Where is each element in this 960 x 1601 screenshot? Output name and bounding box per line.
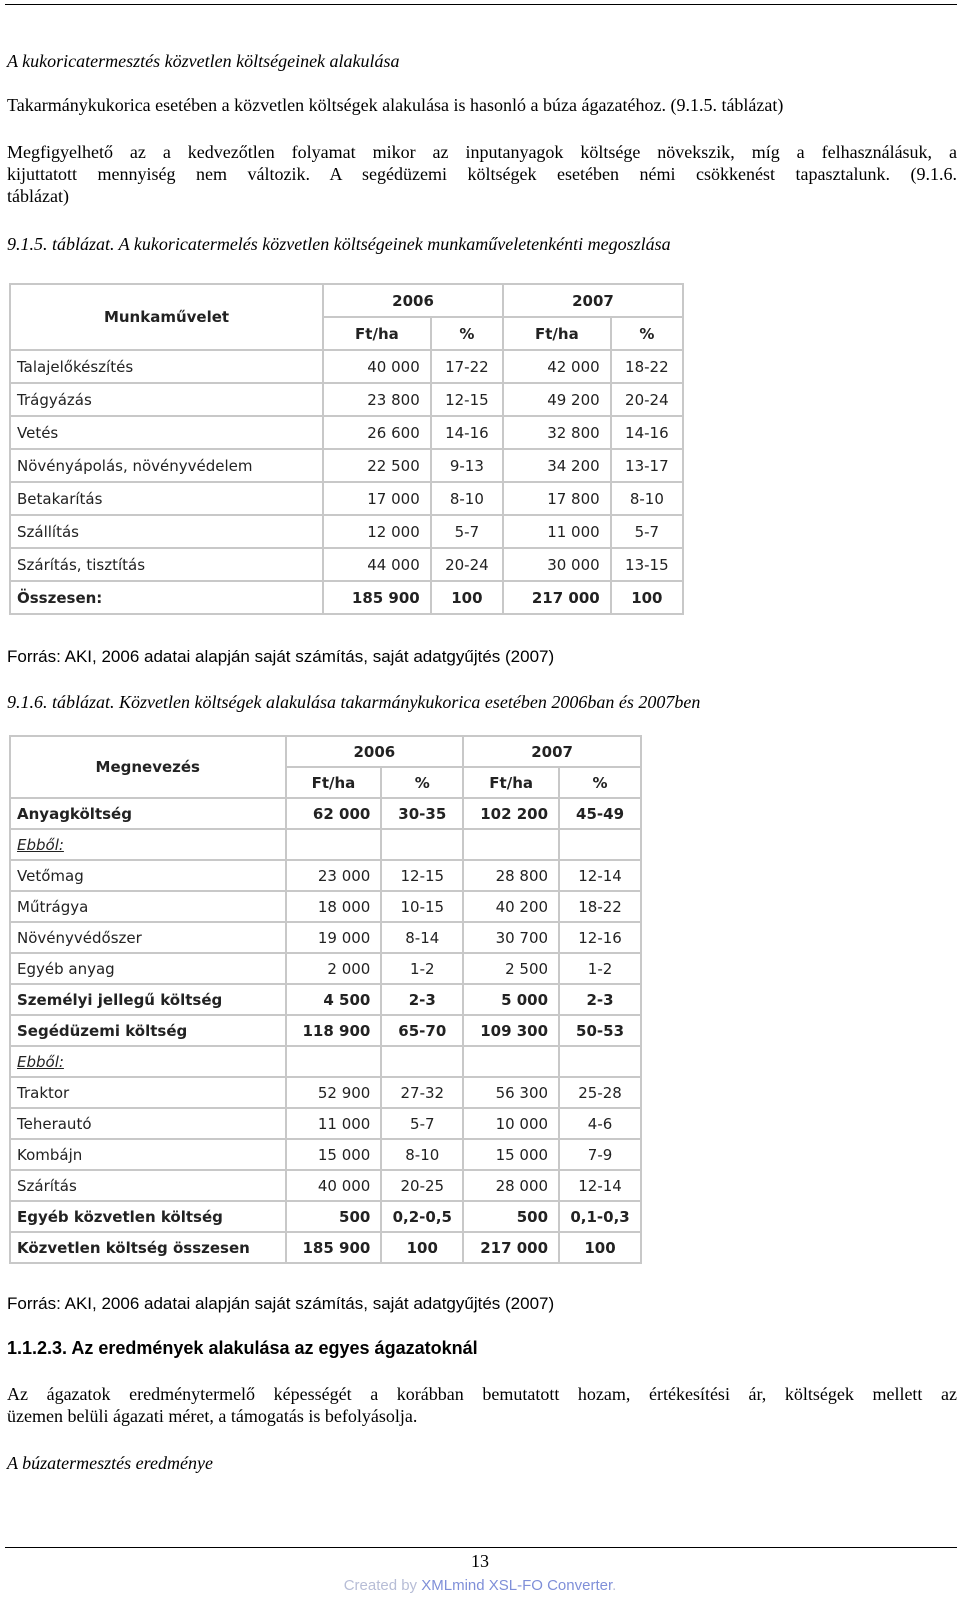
table-cell-name: Trágyázás	[10, 383, 323, 416]
footer-suffix: .	[612, 1577, 617, 1594]
paragraph-2-line-3: táblázat)	[7, 186, 69, 206]
table-cell-name: Egyéb közvetlen költség	[10, 1201, 286, 1232]
table-cell-ft2007: 109 300	[463, 1015, 559, 1046]
table2-year-2006: 2006	[286, 736, 464, 767]
table-cell-ft2007: 30 000	[503, 548, 611, 581]
table-cell-name: Szárítás	[10, 1170, 286, 1201]
table-cell-pct2007: 14-16	[611, 416, 683, 449]
table-cell-pct2006: 12-15	[431, 383, 503, 416]
table-row	[10, 829, 641, 860]
table-cell-name: Növényvédőszer	[10, 922, 286, 953]
table-cell-pct2006: 30-35	[381, 798, 463, 829]
table-cell-ft2007: 56 300	[463, 1077, 559, 1108]
table-cell-pct2007	[559, 829, 641, 860]
table-cell-name: Segédüzemi költség	[10, 1015, 286, 1046]
table-row	[10, 1201, 641, 1232]
table-cell-ft2006: 4 500	[286, 984, 382, 1015]
table2-caption: 9.1.6. táblázat. Közvetlen költségek alakulása takarmánykukorica esetében 2006ban és 2007ben	[7, 692, 701, 712]
table1-year-2007: 2007	[503, 284, 683, 317]
table-row	[10, 1015, 641, 1046]
table-cell-ft2006: 11 000	[286, 1108, 382, 1139]
section-title: A kukoricatermesztés közvetlen költségeinek alakulása	[7, 51, 400, 71]
table1-sub-ft-2007: Ft/ha	[503, 317, 611, 350]
table-cell-pct2007: 7-9	[559, 1139, 641, 1170]
table-cell-pct2007: 100	[611, 581, 683, 614]
table-cell-ft2006: 44 000	[323, 548, 431, 581]
table-cell-name: Vetés	[10, 416, 323, 449]
table-cell-ft2006: 62 000	[286, 798, 382, 829]
table2-sub-pct-2007: %	[559, 767, 641, 798]
table-cell-pct2007: 13-17	[611, 449, 683, 482]
table-row	[10, 449, 683, 482]
table-cell-ft2006: 23 000	[286, 860, 382, 891]
page-number: 13	[471, 1551, 489, 1571]
table-cell-name: Ebből:	[10, 1046, 286, 1077]
table-cell-pct2006: 1-2	[381, 953, 463, 984]
table-cell-name: Betakarítás	[10, 482, 323, 515]
table-cell-pct2007: 18-22	[611, 350, 683, 383]
table-cell-ft2006: 500	[286, 1201, 382, 1232]
table-cell-ft2006: 23 800	[323, 383, 431, 416]
table-cell-ft2006: 185 900	[286, 1232, 382, 1263]
table-cell-name: Műtrágya	[10, 891, 286, 922]
table-cell-pct2007: 2-3	[559, 984, 641, 1015]
table-cell-ft2006: 12 000	[323, 515, 431, 548]
table-cell-ft2006	[286, 1046, 382, 1077]
table-cell-pct2006: 8-10	[381, 1139, 463, 1170]
table-cell-ft2006: 118 900	[286, 1015, 382, 1046]
table-cell-ft2006: 52 900	[286, 1077, 382, 1108]
table-cell-name: Traktor	[10, 1077, 286, 1108]
table-cell-ft2007: 10 000	[463, 1108, 559, 1139]
table-cell-pct2006	[381, 829, 463, 860]
table-cell-ft2006: 40 000	[323, 350, 431, 383]
table-row	[10, 984, 641, 1015]
table-cell-pct2006: 5-7	[381, 1108, 463, 1139]
table-cell-pct2006: 8-10	[431, 482, 503, 515]
table-cell-ft2007: 500	[463, 1201, 559, 1232]
table-cell-name: Kombájn	[10, 1139, 286, 1170]
table2-year-2007: 2007	[463, 736, 641, 767]
table-row	[10, 798, 641, 829]
table-cell-pct2007: 100	[559, 1232, 641, 1263]
table-cell-ft2007: 2 500	[463, 953, 559, 984]
table-cell-name: Növényápolás, növényvédelem	[10, 449, 323, 482]
table-cell-ft2006	[286, 829, 382, 860]
paragraph-2-line-1: Megfigyelhető az a kedvezőtlen folyamat mikor az inputanyagok költsége növekszik, míg a felhasználásuk, a	[7, 142, 957, 162]
footer-prefix: Created by	[343, 1577, 418, 1594]
table-cell-name: Összesen:	[10, 581, 323, 614]
table1-sub-pct-2007: %	[611, 317, 683, 350]
table-cell-name: Közvetlen költség összesen	[10, 1232, 286, 1263]
table-cell-pct2007: 45-49	[559, 798, 641, 829]
table-cell-pct2006: 17-22	[431, 350, 503, 383]
table-cell-ft2006: 185 900	[323, 581, 431, 614]
table-cell-pct2007: 1-2	[559, 953, 641, 984]
table-cell-pct2006: 100	[431, 581, 503, 614]
table-row	[10, 1108, 641, 1139]
table-cell-pct2007: 20-24	[611, 383, 683, 416]
table-row	[10, 891, 641, 922]
table-cell-pct2007: 0,1-0,3	[559, 1201, 641, 1232]
table-cell-name: Vetőmag	[10, 860, 286, 891]
paragraph-3-line-2: üzemen belüli ágazati méret, a támogatás is befolyásolja.	[7, 1406, 418, 1426]
table-cell-ft2007: 217 000	[503, 581, 611, 614]
paragraph-1: Takarmánykukorica esetében a közvetlen költségek alakulása is hasonló a búza ágazatéhoz. (9.1.5. táblázat)	[7, 95, 784, 115]
table-cell-pct2006: 5-7	[431, 515, 503, 548]
table-row	[10, 953, 641, 984]
table1-sub-pct-2006: %	[431, 317, 503, 350]
table-row	[10, 922, 641, 953]
table-cell-ft2007: 28 000	[463, 1170, 559, 1201]
table-cell-ft2007: 34 200	[503, 449, 611, 482]
table-direct-costs	[9, 735, 642, 1264]
table-row	[10, 482, 683, 515]
footer-rule	[5, 1547, 957, 1548]
table-cell-ft2007: 28 800	[463, 860, 559, 891]
footer-brand-link[interactable]: XMLmind XSL-FO Converter	[421, 1577, 613, 1594]
table-cell-pct2006	[381, 1046, 463, 1077]
table-row	[10, 1232, 641, 1263]
table-row	[10, 1077, 641, 1108]
subsection-title: A búzatermesztés eredménye	[7, 1453, 213, 1473]
table-cell-ft2007: 32 800	[503, 416, 611, 449]
table-row	[10, 1046, 641, 1077]
table-row	[10, 581, 683, 614]
table-cell-pct2007: 8-10	[611, 482, 683, 515]
table-cell-name: Teherautó	[10, 1108, 286, 1139]
table-cell-pct2007: 50-53	[559, 1015, 641, 1046]
table-row	[10, 1170, 641, 1201]
table-cell-pct2006: 20-24	[431, 548, 503, 581]
table-cell-ft2007: 42 000	[503, 350, 611, 383]
table-cell-pct2006: 8-14	[381, 922, 463, 953]
table-row	[10, 1139, 641, 1170]
table-cell-name: Ebből:	[10, 829, 286, 860]
table-cell-ft2006: 17 000	[323, 482, 431, 515]
table-cell-ft2007: 217 000	[463, 1232, 559, 1263]
table-cell-pct2007	[559, 1046, 641, 1077]
table-cell-ft2006: 26 600	[323, 416, 431, 449]
table-cell-name: Talajelőkészítés	[10, 350, 323, 383]
table-cell-pct2006: 14-16	[431, 416, 503, 449]
table-cell-ft2007: 40 200	[463, 891, 559, 922]
table-cell-pct2006: 2-3	[381, 984, 463, 1015]
table1-source: Forrás: AKI, 2006 adatai alapján saját számítás, saját adatgyűjtés (2007)	[7, 647, 555, 666]
table-work-operations	[9, 283, 684, 615]
table-row	[10, 416, 683, 449]
paragraph-2-line-2: kijuttatott mennyiség nem változik. A segédüzemi költségek esetében némi csökkenést tapasztalunk. (9.1.6.	[7, 164, 957, 184]
table-cell-pct2006: 65-70	[381, 1015, 463, 1046]
table-cell-pct2006: 100	[381, 1232, 463, 1263]
table2-sub-ft-2007: Ft/ha	[463, 767, 559, 798]
table2-sub-pct-2006: %	[381, 767, 463, 798]
table-cell-ft2006: 19 000	[286, 922, 382, 953]
table-row	[10, 548, 683, 581]
table2-col-header: Megnevezés	[10, 736, 286, 798]
table-cell-pct2007: 13-15	[611, 548, 683, 581]
table-cell-ft2007: 17 800	[503, 482, 611, 515]
table-row	[10, 860, 641, 891]
table-cell-name: Személyi jellegű költség	[10, 984, 286, 1015]
table1-year-2006: 2006	[323, 284, 503, 317]
table-cell-pct2007: 12-16	[559, 922, 641, 953]
table-cell-pct2007: 12-14	[559, 1170, 641, 1201]
table1-col-header: Munkaművelet	[10, 284, 323, 350]
table-cell-pct2006: 10-15	[381, 891, 463, 922]
table-cell-name: Egyéb anyag	[10, 953, 286, 984]
paragraph-3-line-1: Az ágazatok eredménytermelő képességét a korábban bemutatott hozam, értékesítési ár, költségek mellett az	[7, 1384, 957, 1404]
section-heading: 1.1.2.3. Az eredmények alakulása az egyes ágazatoknál	[7, 1338, 478, 1358]
header-rule	[5, 4, 957, 5]
table-cell-ft2007: 30 700	[463, 922, 559, 953]
table-cell-pct2007: 12-14	[559, 860, 641, 891]
table-cell-name: Szárítás, tisztítás	[10, 548, 323, 581]
table-cell-pct2006: 12-15	[381, 860, 463, 891]
table-cell-pct2007: 5-7	[611, 515, 683, 548]
table2-sub-ft-2006: Ft/ha	[286, 767, 382, 798]
table2-source: Forrás: AKI, 2006 adatai alapján saját számítás, saját adatgyűjtés (2007)	[7, 1294, 555, 1313]
table-row	[10, 515, 683, 548]
table-cell-ft2007	[463, 829, 559, 860]
table-cell-name: Anyagköltség	[10, 798, 286, 829]
table-row	[10, 383, 683, 416]
table-cell-ft2007: 5 000	[463, 984, 559, 1015]
table-cell-ft2007: 11 000	[503, 515, 611, 548]
table-cell-pct2006: 27-32	[381, 1077, 463, 1108]
table-cell-ft2006: 40 000	[286, 1170, 382, 1201]
table-cell-pct2007: 4-6	[559, 1108, 641, 1139]
table-cell-ft2006: 22 500	[323, 449, 431, 482]
table-cell-ft2007: 49 200	[503, 383, 611, 416]
table1-caption: 9.1.5. táblázat. A kukoricatermelés közvetlen költségeinek munkaműveletenkénti megoszlása	[7, 234, 671, 254]
table-cell-pct2006: 0,2-0,5	[381, 1201, 463, 1232]
table-cell-pct2006: 20-25	[381, 1170, 463, 1201]
table-cell-pct2006: 9-13	[431, 449, 503, 482]
table-cell-ft2006: 18 000	[286, 891, 382, 922]
table-cell-pct2007: 25-28	[559, 1077, 641, 1108]
table-row	[10, 350, 683, 383]
table-cell-ft2006: 15 000	[286, 1139, 382, 1170]
generator-footer	[0, 1577, 960, 1594]
table-cell-ft2007	[463, 1046, 559, 1077]
table-cell-name: Szállítás	[10, 515, 323, 548]
table-cell-pct2007: 18-22	[559, 891, 641, 922]
table1-sub-ft-2006: Ft/ha	[323, 317, 431, 350]
table-cell-ft2007: 15 000	[463, 1139, 559, 1170]
table-cell-ft2006: 2 000	[286, 953, 382, 984]
table-cell-ft2007: 102 200	[463, 798, 559, 829]
